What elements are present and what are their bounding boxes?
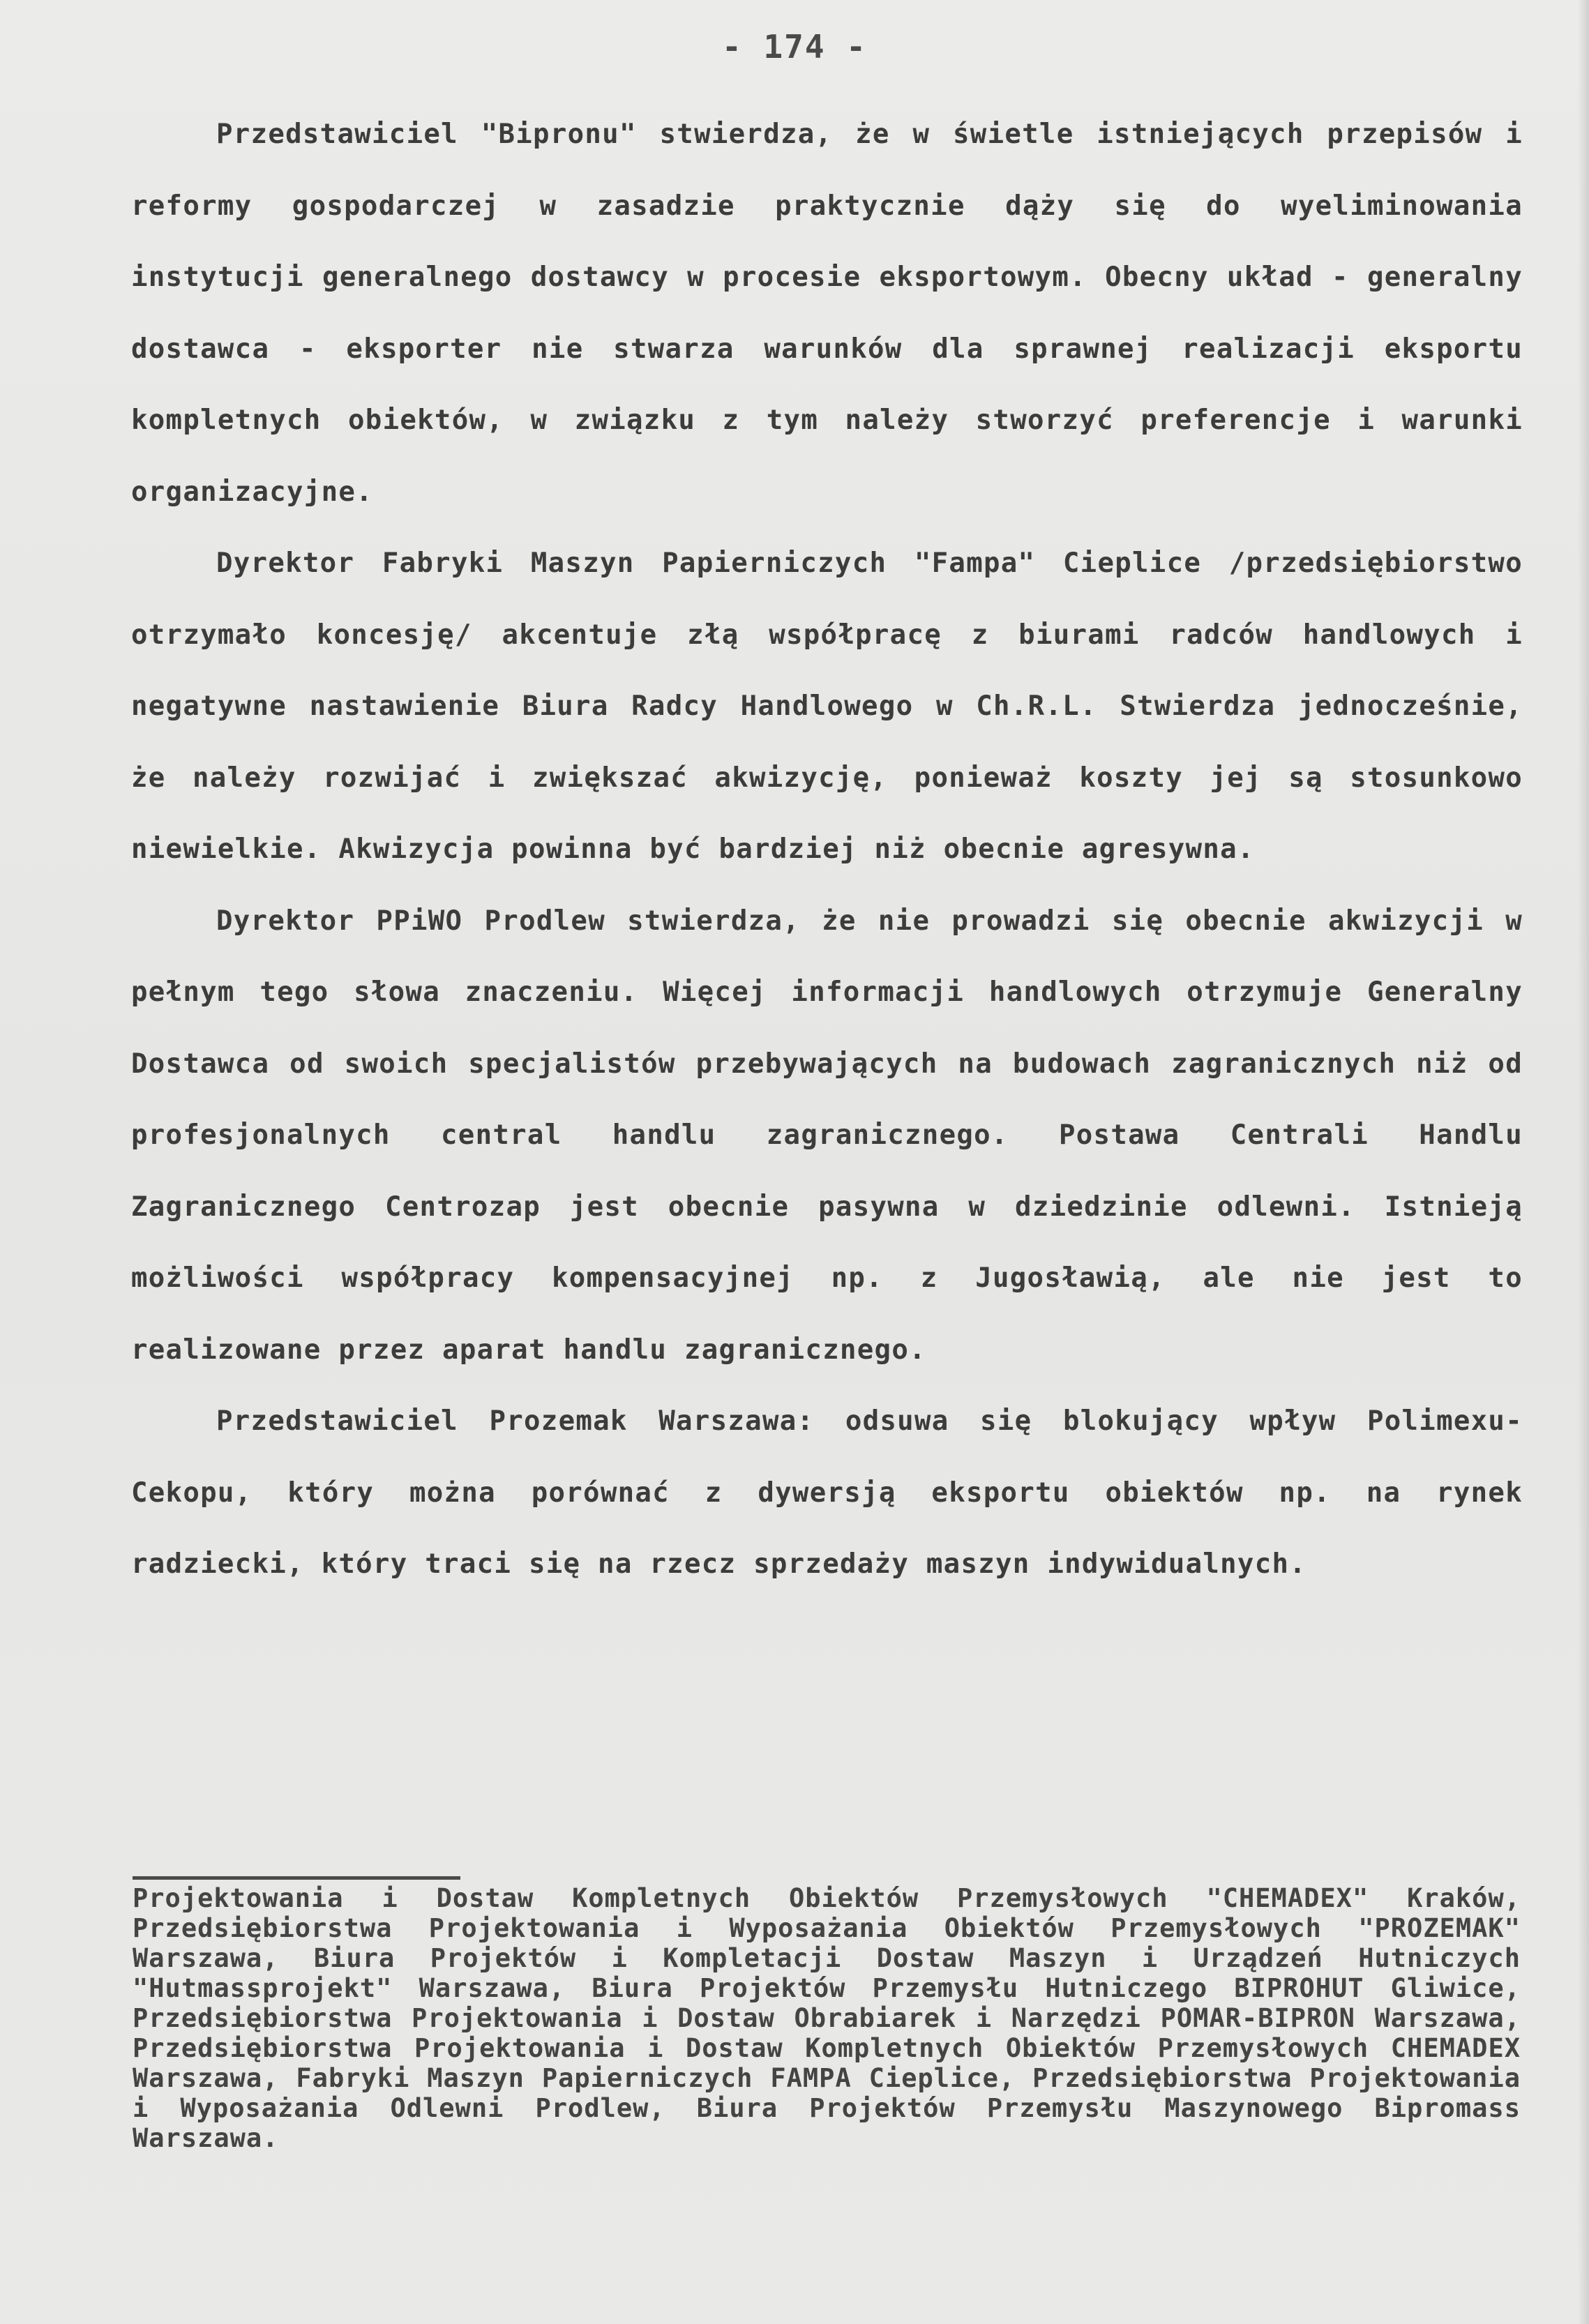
footnote-text: Projektowania i Dostaw Kompletnych Obiektów Przemysłowych "CHEMADEX" Kraków, Przedsiębiorstwa Projektowania i Wyposażania Obiektów Przemysłowych "PROZEMAK" Warszawa, Biura Projektów i Kompletacji Dostaw Maszyn i Urządzeń Hutniczych "Hutmassprojekt" Warszawa, Biura Projektów Przemysłu Hutniczego BIPROHUT Gliwice, Przedsiębiorstwa Projektowania i Dostaw Obrabiarek i Narzędzi POMAR-BIPRON Warszawa, Przedsiębiorstwa Projektowania i Dostaw Kompletnych Obiektów Przemysłowych CHEMADEX Warszawa, Fabryki Maszyn Papierniczych FAMPA Cieplice, Przedsiębiorstwa Projektowania i Wyposażania Odlewni Prodlew, Biura Projektów Przemysłu Maszynowego Bipromass Warszawa. xyxy=(133,1883,1521,2153)
paragraph-prodlew: Dyrektor PPiWO Prodlew stwierdza, że nie prowadzi się obecnie akwizycji w pełnym tego słowa znaczeniu. Więcej informacji handlowych otrzymuje Generalny Dostawca od swoich specjalistów przebywających na budowach zagranicznych niż od profesjonalnych central handlu zagranicznego. Postawa Centrali Handlu Zagranicznego Centrozap jest obecnie pasywna w dziedzinie odlewni. Istnieją możliwości współpracy kompensacyjnej np. z Jugosławią, ale nie jest to realizowane przez aparat handlu zagranicznego. xyxy=(131,905,1523,1366)
paragraph-fampa: Dyrektor Fabryki Maszyn Papierniczych "Fampa" Cieplice /przedsiębiorstwo otrzymało koncesję/ akcentuje złą współpracę z biurami radców handlowych i negatywne nastawienie Biura Radcy Handlowego w Ch.R.L. Stwierdza jednocześnie, że należy rozwijać i zwiększać akwizycję, ponieważ koszty jej są stosunkowo niewielkie. Akwizycja powinna być bardziej niż obecnie agresywna. xyxy=(131,548,1523,865)
scan-edge-shadow xyxy=(1578,0,1589,2324)
body-text xyxy=(131,99,1523,1601)
paragraph-biprom: Przedstawiciel "Bipronu" stwierdza, że w świetle istniejących przepisów i reformy gospodarczej w zasadzie praktycznie dąży się do wyeliminowania instytucji generalnego dostawcy w procesie eksportowym. Obecny układ - generalny dostawca - eksporter nie stwarza warunków dla sprawnej realizacji eksportu kompletnych obiektów, w związku z tym należy stworzyć preferencje i warunki organizacyjne. xyxy=(131,119,1523,508)
page-number: - 174 - xyxy=(722,28,867,66)
footnote-divider xyxy=(133,1876,460,1880)
paragraph-prozemak: Przedstawiciel Prozemak Warszawa: odsuwa się blokujący wpływ Polimexu-Cekopu, który można porównać z dywersją eksportu obiektów np. na rynek radziecki, który traci się na rzecz sprzedaży maszyn indywidualnych. xyxy=(131,1405,1523,1580)
